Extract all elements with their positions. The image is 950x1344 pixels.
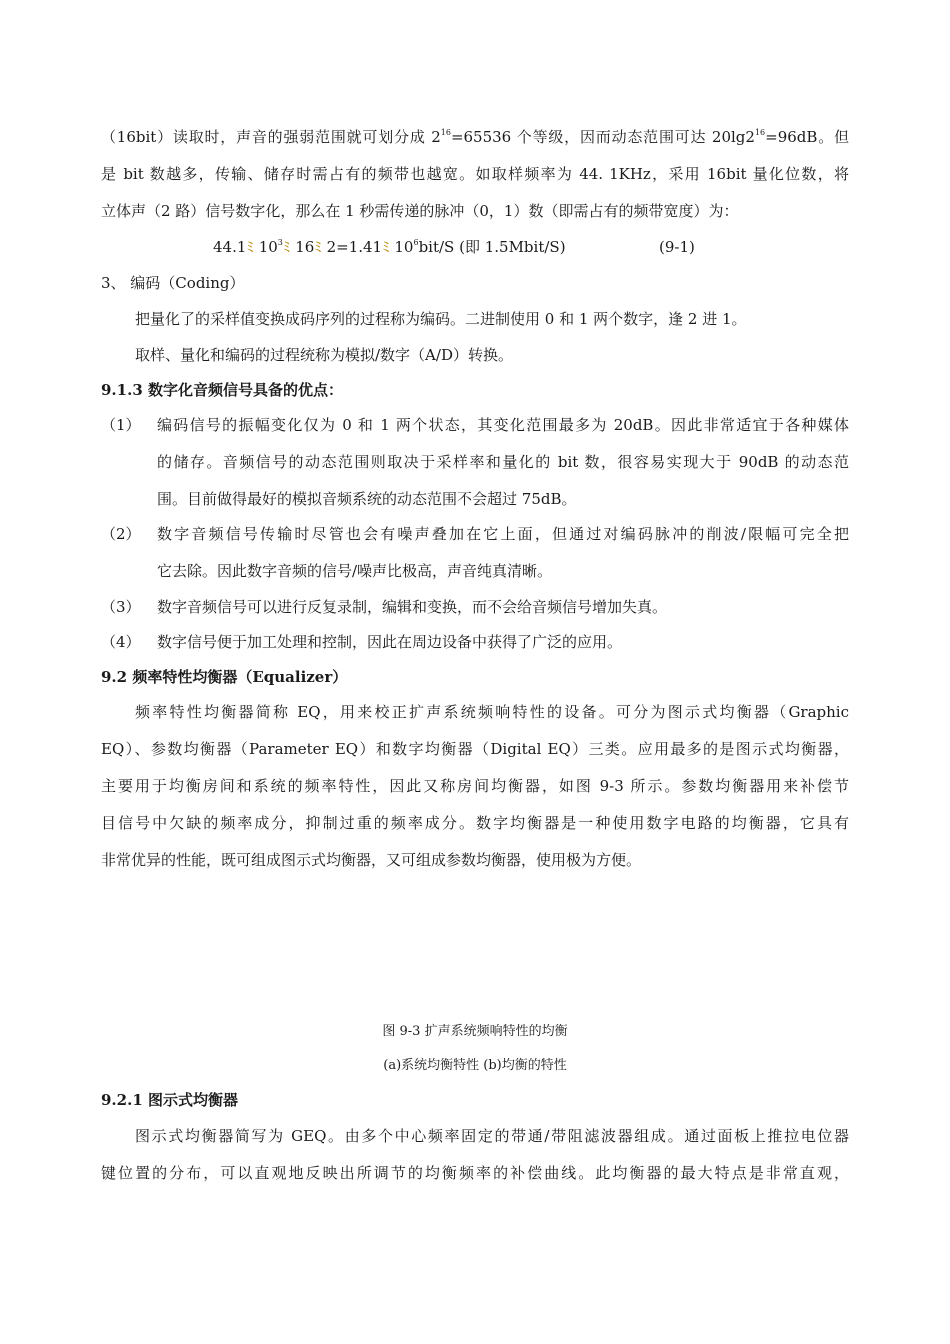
multiply-sign-icon: ﾐ xyxy=(314,238,322,256)
section-92-heading: 9.2 频率特性均衡器（Equalizer） xyxy=(101,668,348,686)
multiply-sign-icon: ﾐ xyxy=(246,238,254,256)
coding-line1: 把量化了的采样值变换成码序列的过程称为编码。二进制使用 0 和 1 两个数字，逢 2 进 1。 xyxy=(135,310,747,328)
para1-line1: （16bit）读取时，声音的强弱范围就可划分成 $2^{16}=65536$ 个等级，因而动态范围可达 $20\lg 2^{16}=96dB$。但 xyxy=(101,128,849,146)
section-921-heading: 9.2.1 图示式均衡器 xyxy=(101,1091,238,1109)
section-92-line3: 主要用于均衡房间和系统的频率特性，因此又称房间均衡器，如图 9-3 所示。参数均衡器用来补偿节 xyxy=(101,777,849,795)
section-92-line2: EQ）、参数均衡器（Parameter EQ）和数字均衡器（Digital EQ）三类。应用最多的是图示式均衡器， xyxy=(101,740,849,758)
section-92-line4: 目信号中欠缺的频率成分，抑制过重的频率成分。数字均衡器是一种使用数字电路的均衡器，它具有 xyxy=(101,814,849,832)
section-921-line2: 键位置的分布，可以直观地反映出所调节的均衡频率的补偿曲线。此均衡器的最大特点是非常直观， xyxy=(101,1164,849,1182)
coding-heading: 3、 编码（Coding） xyxy=(101,274,245,292)
section-913-heading: 9.1.3 数字化音频信号具备的优点： xyxy=(101,381,343,399)
section-92-line5: 非常优异的性能，既可组成图示式均衡器，又可组成参数均衡器，使用极为方便。 xyxy=(101,851,642,869)
formula-9-1: 44.1ﾐ $10^3$ﾐ 16ﾐ 2=1.41ﾐ $10^6bit/S$ (即 1.5Mbit/S) xyxy=(213,238,566,256)
multiply-sign-icon: ﾐ xyxy=(382,238,390,256)
para1-line2: 是 bit 数越多，传输、储存时需占有的频带也越宽。如取样频率为 44. 1KHz，采用 16bit 量化位数，将 xyxy=(101,165,849,183)
section-921-line1: 图示式均衡器简写为 GEQ。由多个中心频率固定的带通/带阻滤波器组成。通过面板上推拉电位器 xyxy=(135,1127,849,1145)
formula-number: (9-1) xyxy=(659,238,695,256)
coding-line2: 取样、量化和编码的过程统称为模拟/数字（A/D）转换。 xyxy=(135,346,513,364)
figure-caption: 图 9-3 扩声系统频响特性的均衡 xyxy=(382,1024,568,1039)
para1-line3: 立体声（2 路）信号数字化，那么在 1 秒需传递的脉冲（0，1）数（即需占有的频带宽度）为： xyxy=(101,202,739,220)
document-page: （16bit）读取时，声音的强弱范围就可划分成 $2^{16}=65536$ 个等级，因而动态范围可达 $20\lg 2^{16}=96dB$。但 是 bit 数越多，传输、储存时需占有的频带也越宽。如取样频率为 44. 1KHz，采用 16bit 量化位数，将 立体声（2 路）信号数字化，那么在 1 秒需传递的脉冲（0，1）数（即需占有的频带宽度）为： 44.1ﾐ $10^3$ﾐ 16ﾐ 2=1.41ﾐ $10^6bit/S$ (即 1.5Mbit/S) (9-1) 3、 编码（Coding） 把量化了的采样值变换成码序列的过程称为编码。二进制使用 0 和 1 两个数字，逢 2 进 1。 取样、量化和编码的过程统称为模拟/数字（A/D）转换。 9.1.3 数字化音频信号具备的优点： （1） 编码信号的振幅变化仅为 0 和 1 两个状态，其变化范围最多为 20dB。因此非常适宜于各种媒体 的储存。音频信号的动态范围则取决于采样率和量化的 bit 数，很容易实现大于 90dB 的动态范 围。目前做得最好的模拟音频系统的动态范围不会超过 75dB。 （2） 数字音频信号传输时尽管也会有噪声叠加在它上面，但通过对编码脉冲的削波/限幅可完全把 它去除。因此数字音频的信号/噪声比极高，声音纯真清晰。 （3） 数字音频信号可以进行反复录制，编辑和变换，而不会给音频信号增加失真。 （4） 数字信号便于加工处理和控制，因此在周边设备中获得了广泛的应用。 9.2 频率特性均衡器（Equalizer） 频率特性均衡器简称 EQ，用来校正扩声系统频响特性的设备。可分为图示式均衡器（Graphic EQ）、参数均衡器（Parameter EQ）和数字均衡器（Digital EQ）三类。应用最多的是图示式均衡器， 主要用于均衡房间和系统的频率特性，因此又称房间均衡器，如图 9-3 所示。参数均衡器用来补偿节 目信号中欠缺的频率成分，抑制过重的频率成分。数字均衡器是一种使用数字电路的均衡器，它具有 非常优异的性能，既可组成图示式均衡器，又可组成参数均衡器，使用极为方便。 图 9-3 扩声系统频响特性的均衡 (a)系统均衡特性 (b)均衡的特性 9.2.1 图示式均衡器 图示式均衡器简写为 GEQ。由多个中心频率固定的带通/带阻滤波器组成。通过面板上推拉电位器 键位置的分布，可以直观地反映出所调节的均衡频率的补偿曲线。此均衡器的最大特点是非常直观， xyxy=(101,128,849,1182)
multiply-sign-icon: ﾐ xyxy=(282,238,291,256)
figure-subcaption: (a)系统均衡特性 (b)均衡的特性 xyxy=(383,1058,567,1073)
section-92-line1: 频率特性均衡器简称 EQ，用来校正扩声系统频响特性的设备。可分为图示式均衡器（Graphic xyxy=(135,703,849,721)
